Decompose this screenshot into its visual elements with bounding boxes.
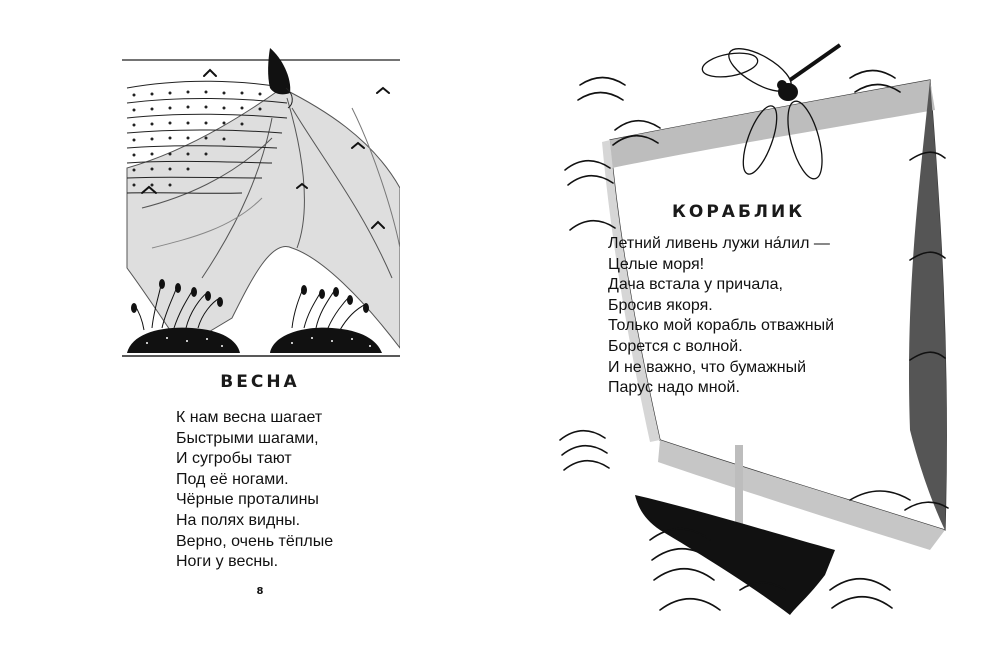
poem-line: К нам весна шагает	[176, 409, 323, 426]
poem-line: Борется с волной.	[608, 337, 743, 355]
spring-hat	[268, 48, 290, 94]
poem-title-vesna: ВЕСНА	[220, 372, 300, 392]
poem-line: Только мой корабль отважный	[608, 317, 835, 335]
poem-line: Целые моря!	[608, 255, 705, 273]
poem-vesna	[176, 408, 333, 573]
poem-line: На полях видны.	[176, 511, 301, 529]
poem-korablik	[608, 234, 834, 399]
thawed-mound-left	[127, 328, 240, 353]
poem-line: И не важно, что бумажный	[608, 358, 807, 376]
boat-mast	[735, 445, 743, 525]
thawed-mound-right	[270, 328, 382, 353]
poem-line: Дача встала у причала,	[608, 276, 783, 294]
poem-line: Верно, очень тёплые	[176, 532, 334, 550]
poem-title-korablik: КОРАБЛИК	[672, 202, 806, 222]
poem-line: Под её ногами.	[176, 470, 289, 488]
poem-line: Ноги у весны.	[176, 553, 279, 571]
dragonfly-body	[777, 80, 798, 101]
spring-illustration	[122, 48, 400, 364]
page-number: 8	[256, 586, 264, 597]
poem-line: Летний ливень лужи на́лил —	[608, 235, 830, 252]
poem-line: Бросив якоря.	[608, 296, 713, 314]
poem-line: Чёрные проталины	[176, 491, 319, 509]
right-page	[500, 0, 1000, 659]
poem-line: И сугробы тают	[176, 450, 292, 468]
poem-line: Быстрыми шагами,	[176, 429, 319, 447]
poem-line: Парус надо мной.	[608, 379, 740, 397]
